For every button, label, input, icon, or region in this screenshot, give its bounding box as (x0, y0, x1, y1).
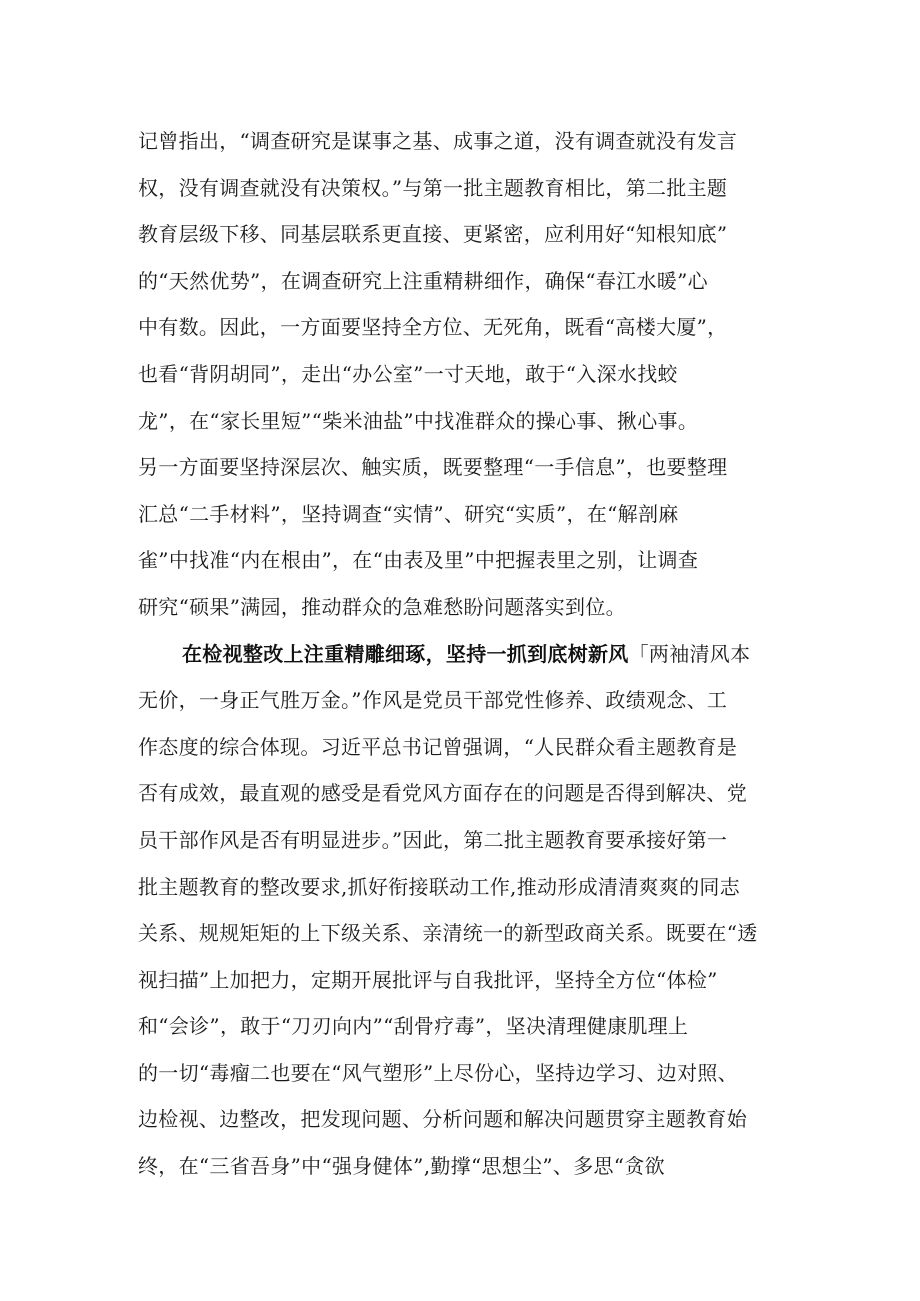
text-line: 的“天然优势”，在调查研究上注重精耕细作，确保“春江水暖”心 (138, 268, 708, 293)
body-text (138, 118, 798, 1190)
text-line: 汇总“二手材料”，坚持调查“实情”、研究“实质”，在“解剖麻 (138, 501, 679, 526)
text-line: 作态度的综合体现。习近平总书记曾强调，“人民群众看主题教育是 (138, 734, 738, 759)
text-line: 权，没有调查就没有决策权。”与第一批主题教育相比，第二批主题 (138, 175, 728, 200)
paragraph-1 (138, 118, 798, 631)
text-line: 否有成效，最直观的感受是看党风方面存在的问题是否得到解决、党 (138, 781, 747, 806)
text-line: 也看“背阴胡同”，走出“办公室”一寸天地，敢于“入深水找蛟 (138, 361, 678, 386)
section-heading: 在检视整改上注重精雕细琢，坚持一抓到底树新风 (182, 641, 629, 666)
text-line: 另一方面要坚持深层次、触实质，既要整理“一手信息”，也要整理 (138, 455, 728, 480)
paragraph-2 (138, 631, 798, 1190)
text-line: 无价，一身正气胜万金。”作风是党员干部党性修养、政绩观念、工 (138, 688, 728, 713)
text-line: 关系、规规矩矩的上下级关系、亲清统一的新型政商关系。既要在“透 (138, 921, 758, 946)
text-line: 中有数。因此，一方面要坚持全方位、无死角，既看“高楼大厦”， (138, 315, 728, 340)
text-line: 员干部作风是否有明显进步。”因此，第二批主题教育要承接好第一 (138, 827, 728, 852)
text-line: 边检视、边整改，把发现问题、分析问题和解决问题贯穿主题教育始 (138, 1107, 747, 1132)
text-line: 记曾指出，“调查研究是谋事之基、成事之道，没有调查就没有发言 (138, 129, 738, 153)
text-line: 的一切“毒瘤二也要在“风气塑形”上尽份心，坚持边学习、边对照、 (138, 1060, 738, 1085)
text-line: 批主题教育的整改要求,抓好衔接联动工作,推动形成清清爽爽的同志 (138, 874, 741, 899)
text-line: 教育层级下移、同基层联系更直接、更紧密，应利用好“知根知底” (138, 222, 728, 247)
text-line: 雀”中找准“内在根由”，在“由表及里”中把握表里之别，让调查 (138, 548, 699, 573)
text-line: 和“会诊”，敢于“刀刃向内”“刮骨疗毒”，坚决清理健康肌理上 (138, 1014, 689, 1039)
text-line: 龙”，在“家长里短”“柴米油盐”中找准群众的操心事、揪心事。 (138, 408, 699, 433)
text-line: 终，在“三省吾身”中“强身健体”,勤撑“思想尘”、多思“贪欲 (138, 1154, 665, 1179)
paragraph-heading-line (138, 631, 798, 678)
text-line: 研究“硕果”满园，推动群众的急难愁盼问题落实到位。 (138, 594, 626, 619)
text-line: 视扫描”上加把力，定期开展批评与自我批评，坚持全方位“体检” (138, 967, 718, 992)
text-fragment: 「两袖清风本 (628, 641, 751, 666)
